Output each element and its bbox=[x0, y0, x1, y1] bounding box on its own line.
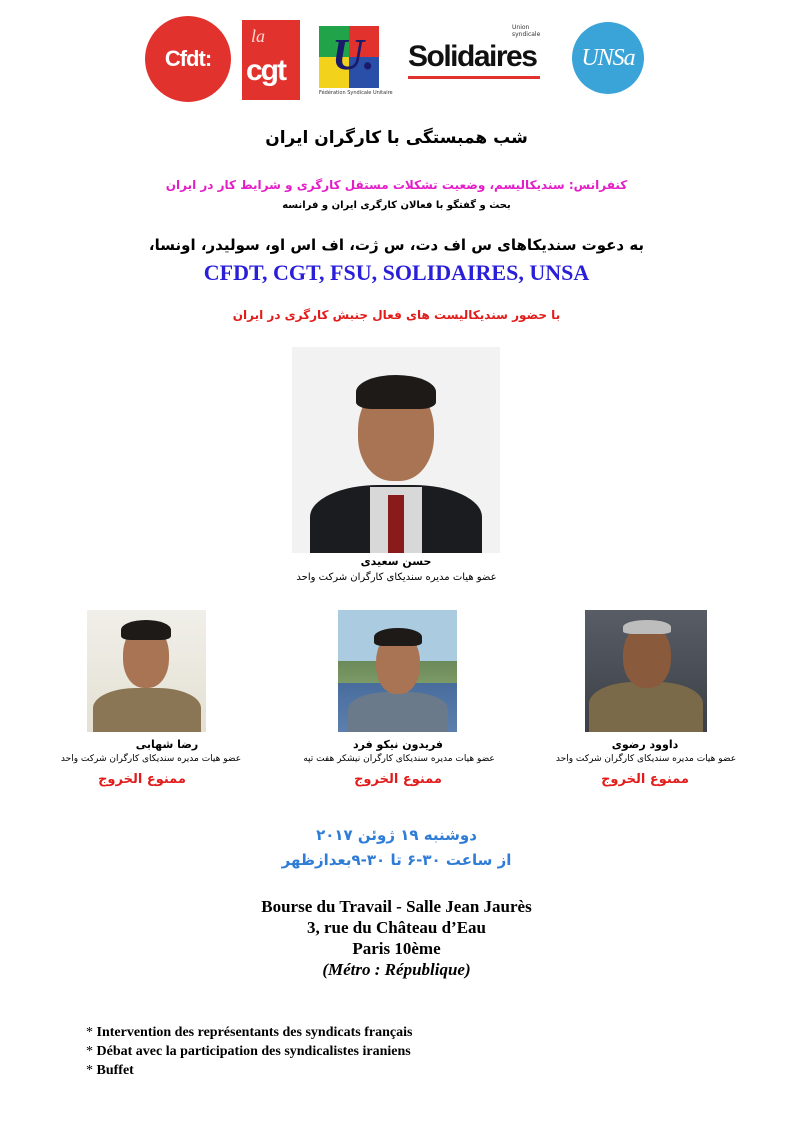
event-time: از ساعت ۳۰-۶ تا ۳۰-۹بعدازظهر bbox=[281, 851, 512, 869]
cgt-logo-la: la bbox=[251, 26, 266, 46]
cfdt-logo bbox=[145, 16, 231, 102]
invitation-line: به دعوت سندیکاهای س اف دت، س ژت، اف اس او، سولیدر، اونسا، bbox=[148, 236, 645, 254]
main-speaker-name: حسن سعیدی bbox=[360, 555, 432, 568]
page-title: شب همبستگی با کارگران ایران bbox=[265, 128, 528, 148]
event-date: دوشنبه ۱۹ ژوئن ۲۰۱۷ bbox=[316, 826, 477, 844]
speaker-status-left: ممنوع الخروج bbox=[98, 772, 186, 787]
unions-line: CFDT, CGT, FSU, SOLIDAIRES, UNSA bbox=[203, 260, 590, 285]
venue: Bourse du Travail - Salle Jean Jaurès bbox=[261, 897, 532, 916]
main-speaker-role: عضو هیات مدیره سندیکای کارگران شرکت واحد bbox=[296, 572, 497, 583]
conference-subtitle: کنفرانس: سندیکالیسم، وضعیت تشکلات مستقل کارگری و شرایط کار در ایران bbox=[165, 178, 628, 192]
program-item: * Buffet bbox=[86, 1061, 412, 1080]
discussion-line: بحث و گفتگو با فعالان کارگری ایران و فرانسه bbox=[282, 200, 511, 211]
speaker-status-right: ممنوع الخروج bbox=[601, 772, 689, 787]
program-item: * Intervention des représentants des syndicats français bbox=[86, 1023, 412, 1042]
program-item: * Débat avec la participation des syndicalistes iraniens bbox=[86, 1042, 412, 1061]
cgt-logo-text: cgt bbox=[246, 54, 285, 87]
solidaires-logo-tag: Union syndicale bbox=[512, 24, 541, 38]
speaker-name-right: داوود رضوی bbox=[611, 738, 679, 751]
city: Paris 10ème bbox=[352, 939, 441, 958]
speaker-photo-left bbox=[87, 610, 206, 732]
unsa-logo bbox=[572, 22, 644, 94]
metro-station: (Métro : République) bbox=[322, 960, 471, 979]
cfdt-logo-text: Cfdt: bbox=[164, 46, 212, 71]
speaker-name-middle: فریدون نیکو فرد bbox=[352, 738, 444, 751]
street-address: 3, rue du Château d’Eau bbox=[306, 918, 486, 937]
cgt-logo bbox=[242, 20, 300, 100]
speaker-status-middle: ممنوع الخروج bbox=[354, 772, 442, 787]
speaker-photo-middle bbox=[338, 610, 457, 732]
solidaires-logo bbox=[408, 24, 544, 78]
speaker-role-middle: عضو هیات مدیره سندیکای کارگران نیشکر هفت تپه bbox=[303, 754, 495, 764]
speaker-role-right: عضو هیات مدیره سندیکای کارگران شرکت واحد bbox=[555, 754, 737, 764]
fsu-logo-letter: U. bbox=[332, 30, 375, 79]
speaker-name-left: رضا شهابی bbox=[135, 738, 199, 751]
fsu-logo bbox=[319, 26, 379, 88]
fsu-logo-subtitle: Fédération Syndicale Unitaire bbox=[319, 90, 393, 96]
solidaires-logo-text: Solidaires bbox=[408, 40, 537, 73]
program-list bbox=[86, 1023, 412, 1080]
union-logos bbox=[140, 14, 660, 104]
main-speaker-photo bbox=[292, 347, 500, 553]
speaker-photo-right bbox=[585, 610, 707, 732]
presence-line: با حضور سندیکالیست های فعال جنبش کارگری در ایران bbox=[232, 308, 561, 322]
speaker-role-left: عضو هیات مدیره سندیکای کارگران شرکت واحد bbox=[60, 754, 242, 764]
unsa-logo-text: UNSa bbox=[581, 44, 635, 71]
